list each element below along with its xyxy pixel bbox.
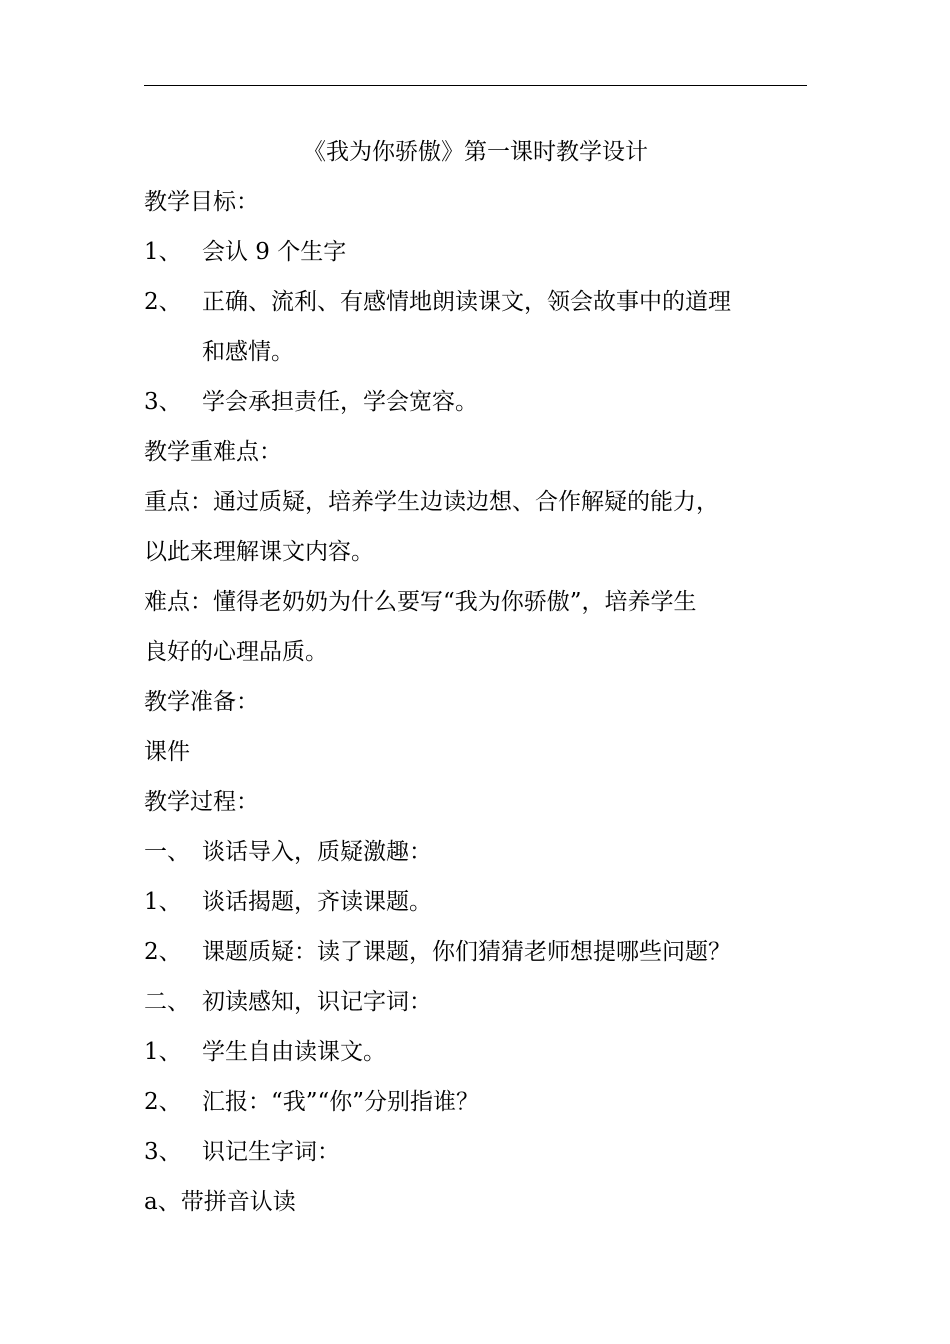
key-point-focus: 重点：通过质疑，培养学生边读边想、合作解疑的能力，: [144, 489, 719, 515]
section-number: 二、: [144, 989, 190, 1015]
item-text: 学生自由读课文。: [202, 1039, 386, 1065]
process-heading: 教学过程：: [144, 789, 259, 815]
section-number: 一、: [144, 839, 190, 865]
goal-text: 学会承担责任，学会宽容。: [202, 389, 478, 415]
goal-number: 2、: [144, 289, 182, 315]
goal-text: 正确、流利、有感情地朗读课文，领会故事中的道理: [202, 289, 731, 315]
prep-heading: 教学准备：: [144, 689, 259, 715]
goal-text-cont: 和感情。: [202, 339, 294, 365]
key-point-difficulty-cont: 良好的心理品质。: [144, 639, 328, 665]
header-rule: [144, 85, 807, 86]
key-point-focus-cont: 以此来理解课文内容。: [144, 539, 374, 565]
section-title: 谈话导入，质疑激趣：: [202, 839, 432, 865]
goal-text: 会认 9 个生字: [202, 239, 347, 265]
item-text: 识记生字词：: [202, 1139, 340, 1165]
item-text: 课题质疑：读了课题，你们猜猜老师想提哪些问题？: [202, 939, 731, 965]
page-title: 《我为你骄傲》第一课时教学设计: [303, 139, 648, 165]
goal-number: 3、: [144, 389, 182, 415]
prep-text: 课件: [144, 739, 190, 765]
item-number: 1、: [144, 889, 182, 915]
item-number: 2、: [144, 939, 182, 965]
item-number: 2、: [144, 1089, 182, 1115]
key-point-difficulty: 难点：懂得老奶奶为什么要写“我为你骄傲”，培养学生: [144, 589, 697, 615]
item-text: 汇报：“我”“你”分别指谁？: [202, 1089, 480, 1115]
sub-item-a: a、带拼音认读: [144, 1189, 296, 1215]
item-number: 1、: [144, 1039, 182, 1065]
section-title: 初读感知，识记字词：: [202, 989, 432, 1015]
key-heading: 教学重难点：: [144, 439, 282, 465]
goal-number: 1、: [144, 239, 182, 265]
item-number: 3、: [144, 1139, 182, 1165]
goals-heading: 教学目标：: [144, 189, 259, 215]
item-text: 谈话揭题，齐读课题。: [202, 889, 432, 915]
